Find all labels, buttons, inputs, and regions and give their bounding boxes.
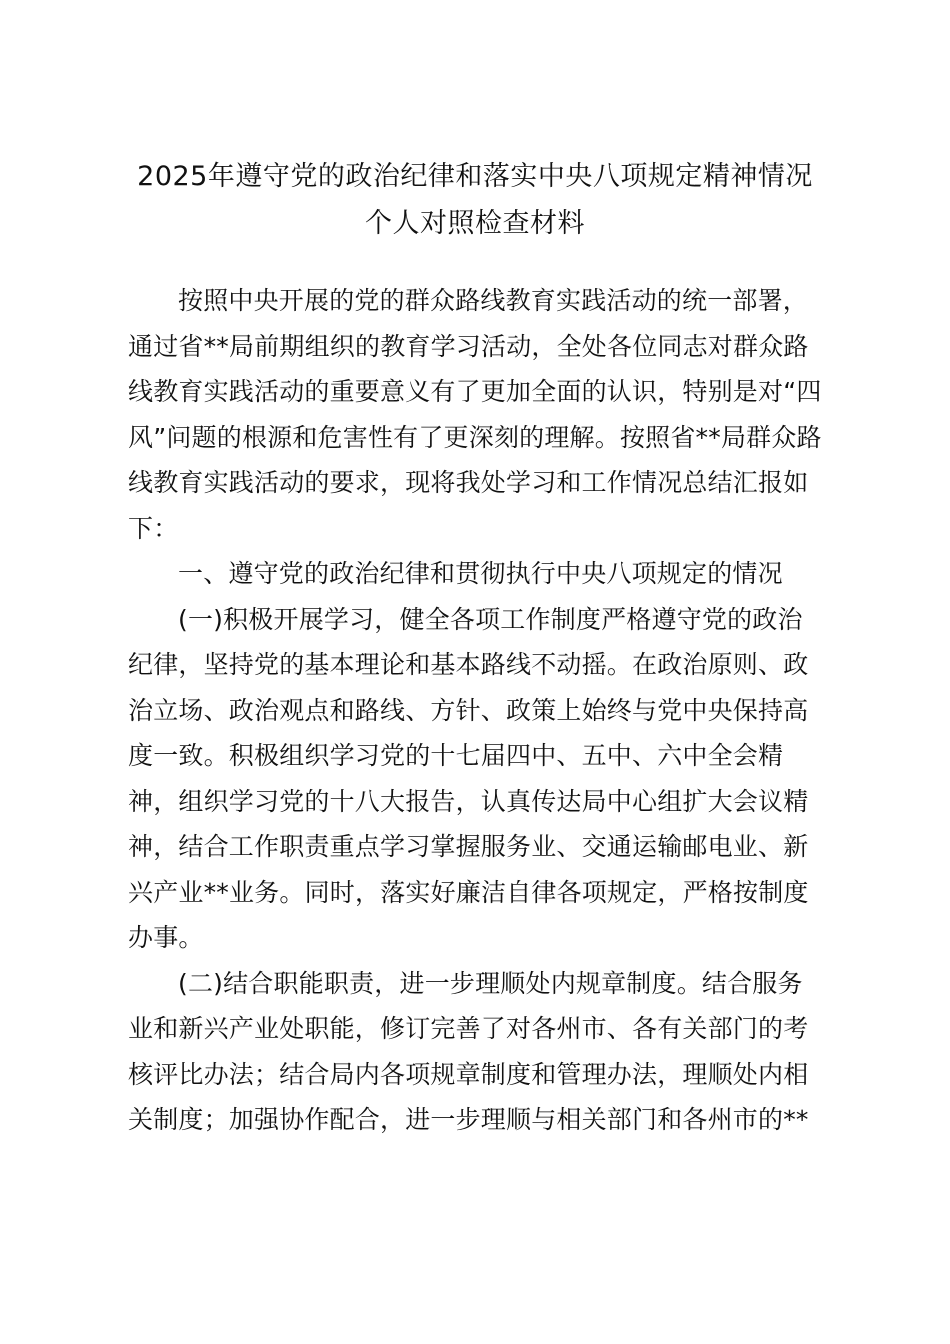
body-text-line: 线教育实践活动的重要意义有了更加全面的认识，特别是对“四 <box>128 377 822 406</box>
body-text-line: 通过省**局前期组织的教育学习活动，全处各位同志对群众路 <box>128 331 809 361</box>
body-text-line: 下： <box>128 513 179 543</box>
body-text-line: 按照中央开展的党的群众路线教育实践活动的统一部署， <box>178 286 809 315</box>
body-text-line: 一、遵守党的政治纪律和贯彻执行中央八项规定的情况 <box>178 559 783 588</box>
document-title-line-2: 个人对照检查材料 <box>365 208 585 239</box>
body-text-line: 兴产业**业务。同时，落实好廉洁自律各项规定，严格按制度 <box>128 877 809 907</box>
body-text-line: (一)积极开展学习，健全各项工作制度严格遵守党的政治 <box>178 604 803 634</box>
body-text-line: 关制度；加强协作配合，进一步理顺与相关部门和各州市的** <box>128 1105 809 1134</box>
body-text-line: 业和新兴产业处职能，修订完善了对各州市、各有关部门的考 <box>128 1014 809 1043</box>
body-text-line: 神，组织学习党的十八大报告，认真传达局中心组扩大会议精 <box>128 786 809 816</box>
body-text-line: 风”问题的根源和危害性有了更深刻的理解。按照省**局群众路 <box>128 422 822 452</box>
document-body <box>128 278 828 1143</box>
body-text-line: 纪律，坚持党的基本理论和基本路线不动摇。在政治原则、政 <box>128 650 809 679</box>
body-text-line: 办事。 <box>128 923 204 952</box>
body-text-line: 核评比办法；结合局内各项规章制度和管理办法，理顺处内相 <box>128 1059 809 1089</box>
document-title-line-1: 2025年遵守党的政治纪律和落实中央八项规定精神情况 <box>137 161 813 192</box>
body-text-line: 度一致。积极组织学习党的十七届四中、五中、六中全会精 <box>128 741 784 770</box>
body-text-line: 线教育实践活动的要求，现将我处学习和工作情况总结汇报如 <box>128 468 809 497</box>
body-text-line: 神，结合工作职责重点学习掌握服务业、交通运输邮电业、新 <box>128 832 809 861</box>
body-text-line: 治立场、政治观点和路线、方针、政策上始终与党中央保持高 <box>128 695 809 725</box>
body-text-line: (二)结合职能职责，进一步理顺处内规章制度。结合服务 <box>178 968 803 998</box>
